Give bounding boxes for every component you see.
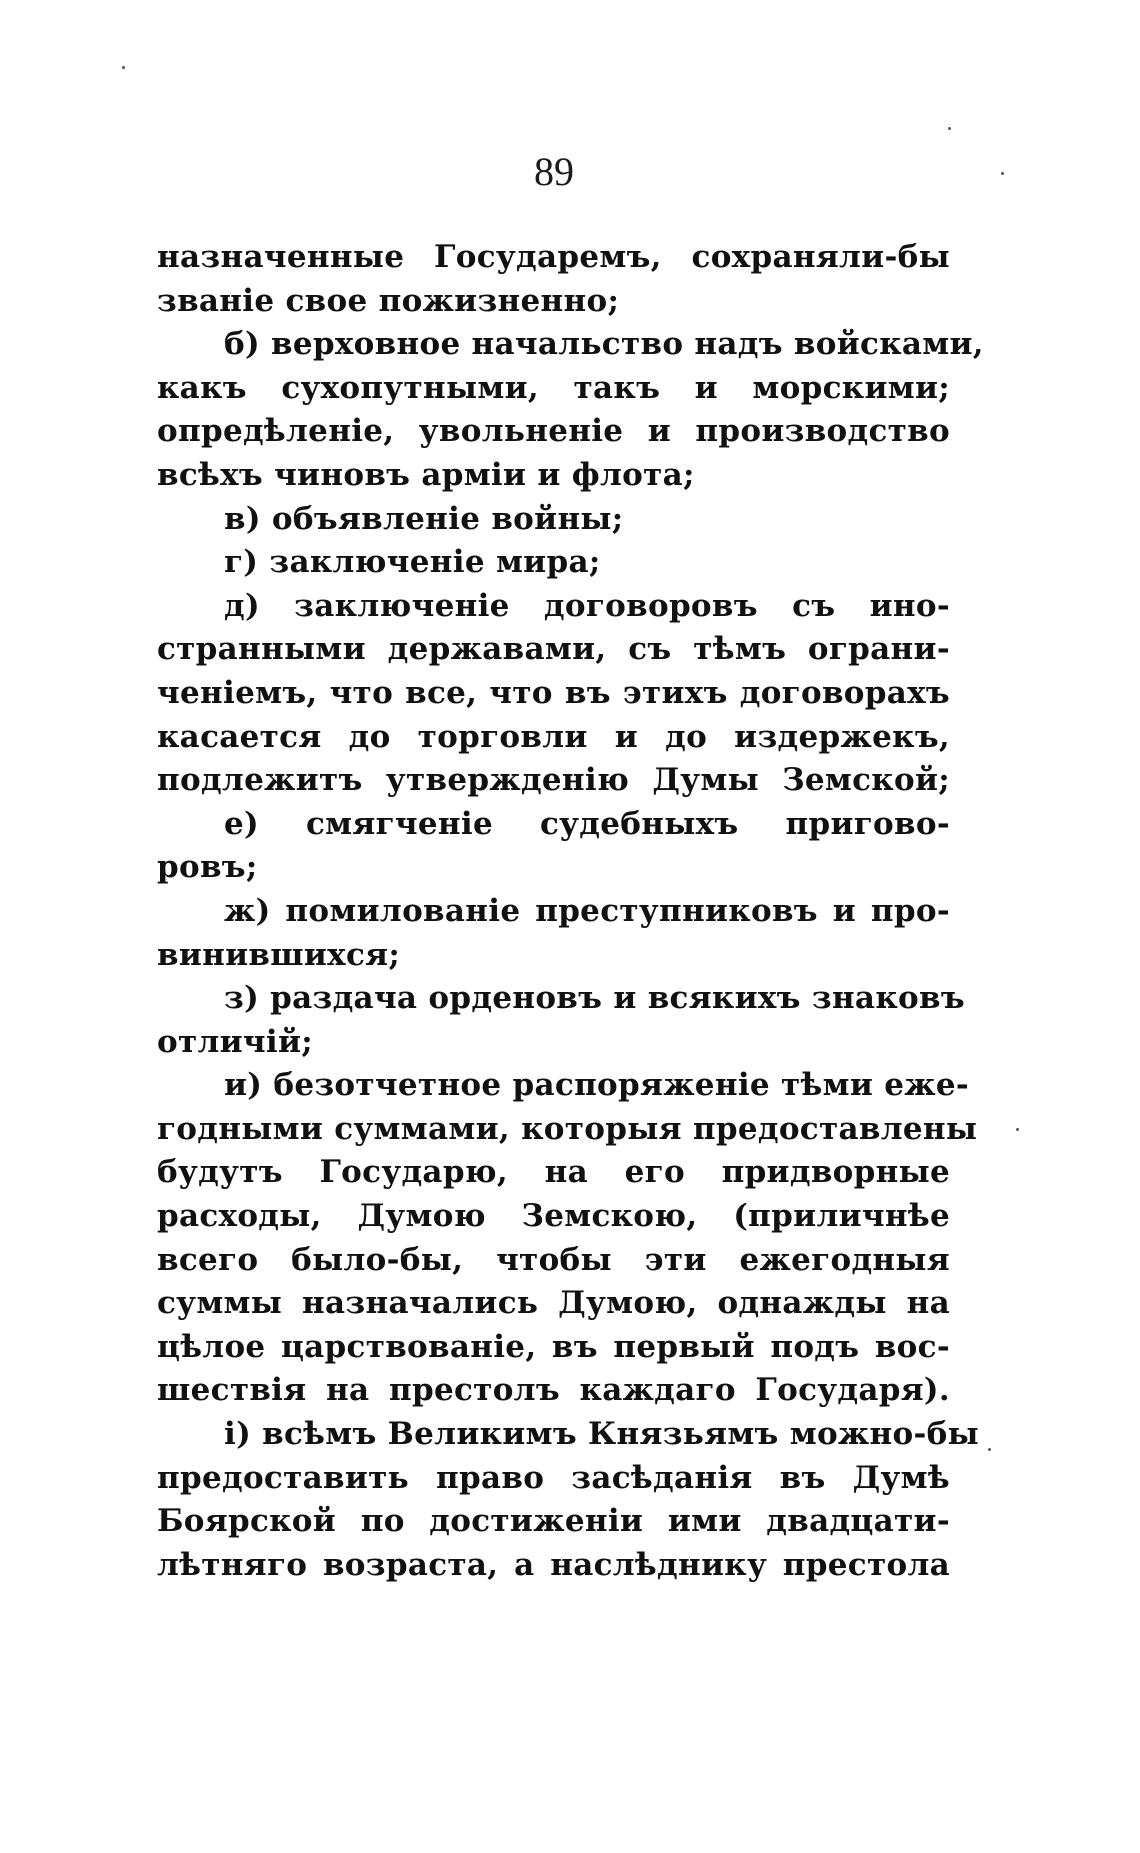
text-line: ровъ;: [157, 849, 258, 886]
page-number: 89: [534, 149, 574, 194]
text-line: какъ сухопутными, такъ и морскими;: [157, 369, 950, 406]
text-line: годными суммами, которыя предоставлены: [157, 1110, 978, 1147]
text-line: отличій;: [157, 1023, 314, 1060]
text-line: предоставить право засѣданія въ Думѣ: [157, 1459, 950, 1496]
body-text: [157, 236, 984, 1587]
print-speck: [122, 66, 125, 69]
text-line: будутъ Государю, на его придворные: [157, 1154, 950, 1191]
print-speck: [948, 127, 951, 130]
text-line: всего было-бы, чтобы эти ежегодныя: [157, 1241, 950, 1278]
text-line: шествія на престолъ каждаго Государя).: [157, 1372, 950, 1409]
text-line: г) заключеніе мира;: [224, 544, 601, 581]
text-line: расходы, Думою Земскою, (приличнѣе: [157, 1198, 950, 1235]
text-line: з) раздача орденовъ и всякихъ знаковъ: [224, 980, 965, 1017]
text-line: ченіемъ, что все, что въ этихъ договорахъ: [157, 674, 950, 711]
print-speck: [988, 1448, 991, 1451]
text-line: е) смягченіе судебныхъ пригово-: [224, 805, 950, 842]
text-line: ж) помилованіе преступниковъ и про-: [224, 892, 950, 929]
print-speck: [1001, 172, 1004, 175]
text-line: б) верховное начальство надъ войсками,: [224, 326, 984, 363]
text-line: странными державами, съ тѣмъ ограни-: [157, 631, 950, 668]
print-speck: [1016, 1128, 1019, 1131]
text-line: назначенные Государемъ, сохраняли-бы: [157, 239, 950, 275]
text-line: і) всѣмъ Великимъ Князьямъ можно-бы: [224, 1416, 980, 1453]
text-line: подлежитъ утвержденію Думы Земской;: [157, 762, 950, 799]
text-line: суммы назначались Думою, однажды на: [157, 1285, 950, 1322]
text-line: касается до торговли и до издержекъ,: [157, 718, 950, 755]
text-line: винившихся;: [157, 936, 401, 973]
text-line: д) заключеніе договоровъ съ ино-: [224, 587, 950, 624]
text-line: Боярской по достиженіи ими двадцати-: [157, 1503, 950, 1540]
text-line: цѣлое царствованіе, въ первый подъ вос-: [157, 1328, 950, 1365]
text-line: лѣтняго возраста, а наслѣднику престола: [157, 1546, 950, 1583]
text-line: званіе свое пожизненно;: [157, 282, 620, 319]
text-line: в) объявленіе войны;: [224, 500, 624, 537]
text-line: опредѣленіе, увольненіе и производство: [157, 413, 950, 450]
text-line: и) безотчетное распоряженіе тѣми еже-: [224, 1067, 970, 1104]
text-line: всѣхъ чиновъ арміи и флота;: [157, 456, 695, 493]
